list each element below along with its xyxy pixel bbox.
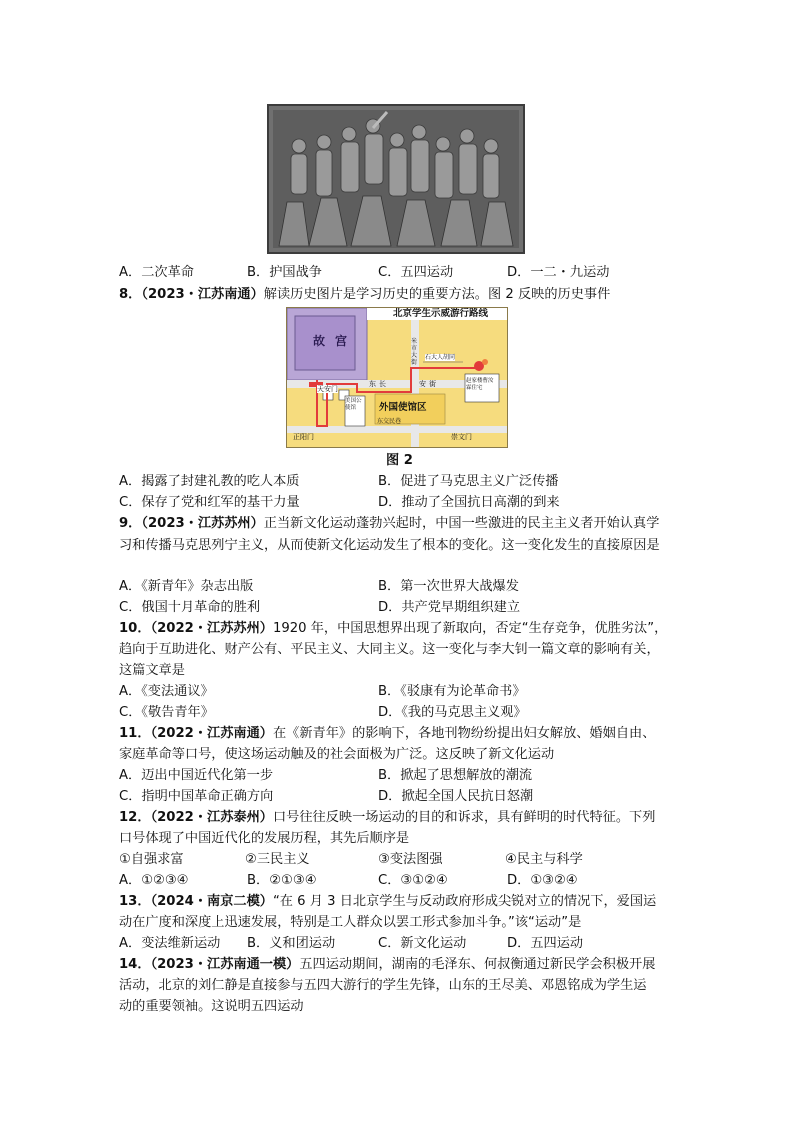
q11-option-d: D．掀起全国人民抗日怒潮 [378,789,534,804]
q12-item-3: ③变法图强 [378,852,443,867]
q11-option-c: C．指明中国革命正确方向 [119,789,274,804]
q12-option-d: D．①③②④ [507,873,578,888]
q10-number: 10． [119,621,151,636]
map-label-gong: 宫 [335,334,348,348]
q13-stem-line-2: 动在广度和深度上迅速发展，特别是工人群众以罢工形式参加斗争。”该“运动”是 [119,915,582,930]
q13-option-d: D．五四运动 [507,936,584,951]
q11-number: 11． [119,726,151,741]
q9-text-1: 正当新文化运动蓬勃兴起时，中国一些激进的民主主义者开始认真学 [263,516,660,531]
q9-option-c: C．俄国十月革命的胜利 [119,600,261,615]
q8-number: 8． [119,287,142,302]
q11-option-b: B．掀起了思想解放的潮流 [378,768,533,783]
q10-stem-line-3: 这篇文章是 [119,663,185,678]
q7-option-a: A．二次革命 [119,265,194,280]
q11-stem-line-1 [119,724,655,743]
map-label-tiananmen: 天安门 [317,385,338,393]
q13-option-b: B．义和团运动 [247,936,336,951]
q12-item-1: ①自强求富 [119,852,184,867]
q8-stem [119,285,610,304]
q9-source: （2023・江苏苏州） [141,516,264,531]
q10-text-1: 1920 年，中国思想界出现了新取向，否定“生存竞争，优胜劣汰”， [272,621,668,636]
q10-option-c: C．《敬告青年》 [119,705,214,720]
q12-stem-line-1 [119,808,655,827]
q8-text: 解读历史图片是学习历史的重要方法。图 2 反映的历史事件 [263,287,611,302]
q12-item-2: ②三民主义 [245,852,310,867]
q7-option-b: B．护国战争 [247,265,322,280]
beijing-route-map [286,307,508,448]
q14-source: （2023・江苏南通一模） [150,957,300,972]
q12-source: （2022・江苏泰州） [150,810,273,825]
q11-text-1: 在《新青年》的影响下，各地刊物纷纷提出妇女解放、婚姻自由、 [272,726,656,741]
q9-option-a: A．《新青年》杂志出版 [119,579,254,594]
q9-option-d: D．共产党早期组织建立 [378,600,521,615]
q10-source: （2022・江苏苏州） [150,621,273,636]
q13-option-a: A．变法维新运动 [119,936,221,951]
q12-item-4: ④民主与科学 [505,852,583,867]
map-label-zhengyangmen: 正阳门 [293,433,314,441]
relief-sculpture-image [267,104,525,254]
q10-stem-line-1 [119,619,667,638]
map-label-dongjiaominxiang: 东交民巷 [377,418,402,425]
q8-source: （2023・江苏南通） [141,287,264,302]
map-label-gu: 故 [313,334,326,348]
q7-option-c: C．五四运动 [378,265,454,280]
map-label-chang: 长 [379,380,386,388]
map-label-an: 安 [419,380,426,388]
q13-stem-line-1 [119,892,656,911]
q11-stem-line-2: 家庭革命等口号，使这场运动触及的社会面极为广泛。这反映了新文化运动 [119,747,555,762]
q12-option-c: C．③①②④ [378,873,448,888]
map-label-shidaren-hutong: 石大人胡同 [425,354,456,361]
map-label-us-legation: 美国公使馆 [345,398,362,411]
q10-option-b: B．《驳康有为论革命书》 [378,684,526,699]
q14-stem-line-1 [119,955,655,974]
q11-option-a: A．迈出中国近代化第一步 [119,768,274,783]
q11-source: （2022・江苏南通） [150,726,273,741]
q14-stem-line-2: 活动，北京的刘仁静是直接参与五四大游行的学生先锋，山东的王尽美、邓恩铭成为学生运 [119,978,647,993]
q8-option-d: D．推动了全国抗日高潮的到来 [378,495,560,510]
q12-option-a: A．①②③④ [119,873,189,888]
q7-option-d: D．一二・九运动 [507,265,610,280]
figure-2-caption: 图 2 [386,453,413,468]
q9-number: 9． [119,516,142,531]
q8-option-c: C．保存了党和红军的基干力量 [119,495,300,510]
q10-stem-line-2: 趋向于互助进化、财产公有、平民主义、大同主义。这一变化与李大钊一篇文章的影响有关， [119,642,660,657]
map-label-zhaojialou: 赵家楼曹汝霖住宅 [466,378,494,391]
map-label-legation-quarter: 外国使馆区 [379,402,427,413]
map-label-jie: 街 [429,380,436,388]
q14-number: 14． [119,957,151,972]
q10-option-d: D．《我的马克思主义观》 [378,705,527,720]
q9-option-b: B．第一次世界大战爆发 [378,579,519,594]
map-title: 北京学生示威游行路线 [393,308,489,319]
q13-text-1: “在 6 月 3 日北京学生与反动政府形成尖锐对立的情况下，爱国运 [272,894,657,909]
q8-option-b: B．促进了马克思主义广泛传播 [378,474,559,489]
q14-text-1: 五四运动期间，湖南的毛泽东、何叔衡通过新民学会积极开展 [299,957,656,972]
q14-stem-line-3: 动的重要领袖。这说明五四运动 [119,999,304,1014]
map-label-dong: 东 [369,380,376,388]
q13-source: （2024・南京二模） [150,894,273,909]
q12-number: 12． [119,810,151,825]
q9-stem-line-2: 习和传播马克思列宁主义，从而使新文化运动发生了根本的变化。这一变化发生的直接原因是 [119,538,660,553]
q12-stem-line-2: 口号体现了中国近代化的发展历程，其先后顺序是 [119,831,410,846]
q12-option-b: B．②①③④ [247,873,317,888]
q9-stem-line-1 [119,514,659,533]
q13-option-c: C．新文化运动 [378,936,467,951]
map-label-mishi-street: 米市大街 [411,338,418,366]
map-label-chongwenmen: 崇文门 [451,433,472,441]
q10-option-a: A．《变法通议》 [119,684,214,699]
q13-number: 13． [119,894,151,909]
q8-option-a: A．揭露了封建礼教的吃人本质 [119,474,300,489]
q12-text-1: 口号往往反映一场运动的目的和诉求，具有鲜明的时代特征。下列 [272,810,656,825]
